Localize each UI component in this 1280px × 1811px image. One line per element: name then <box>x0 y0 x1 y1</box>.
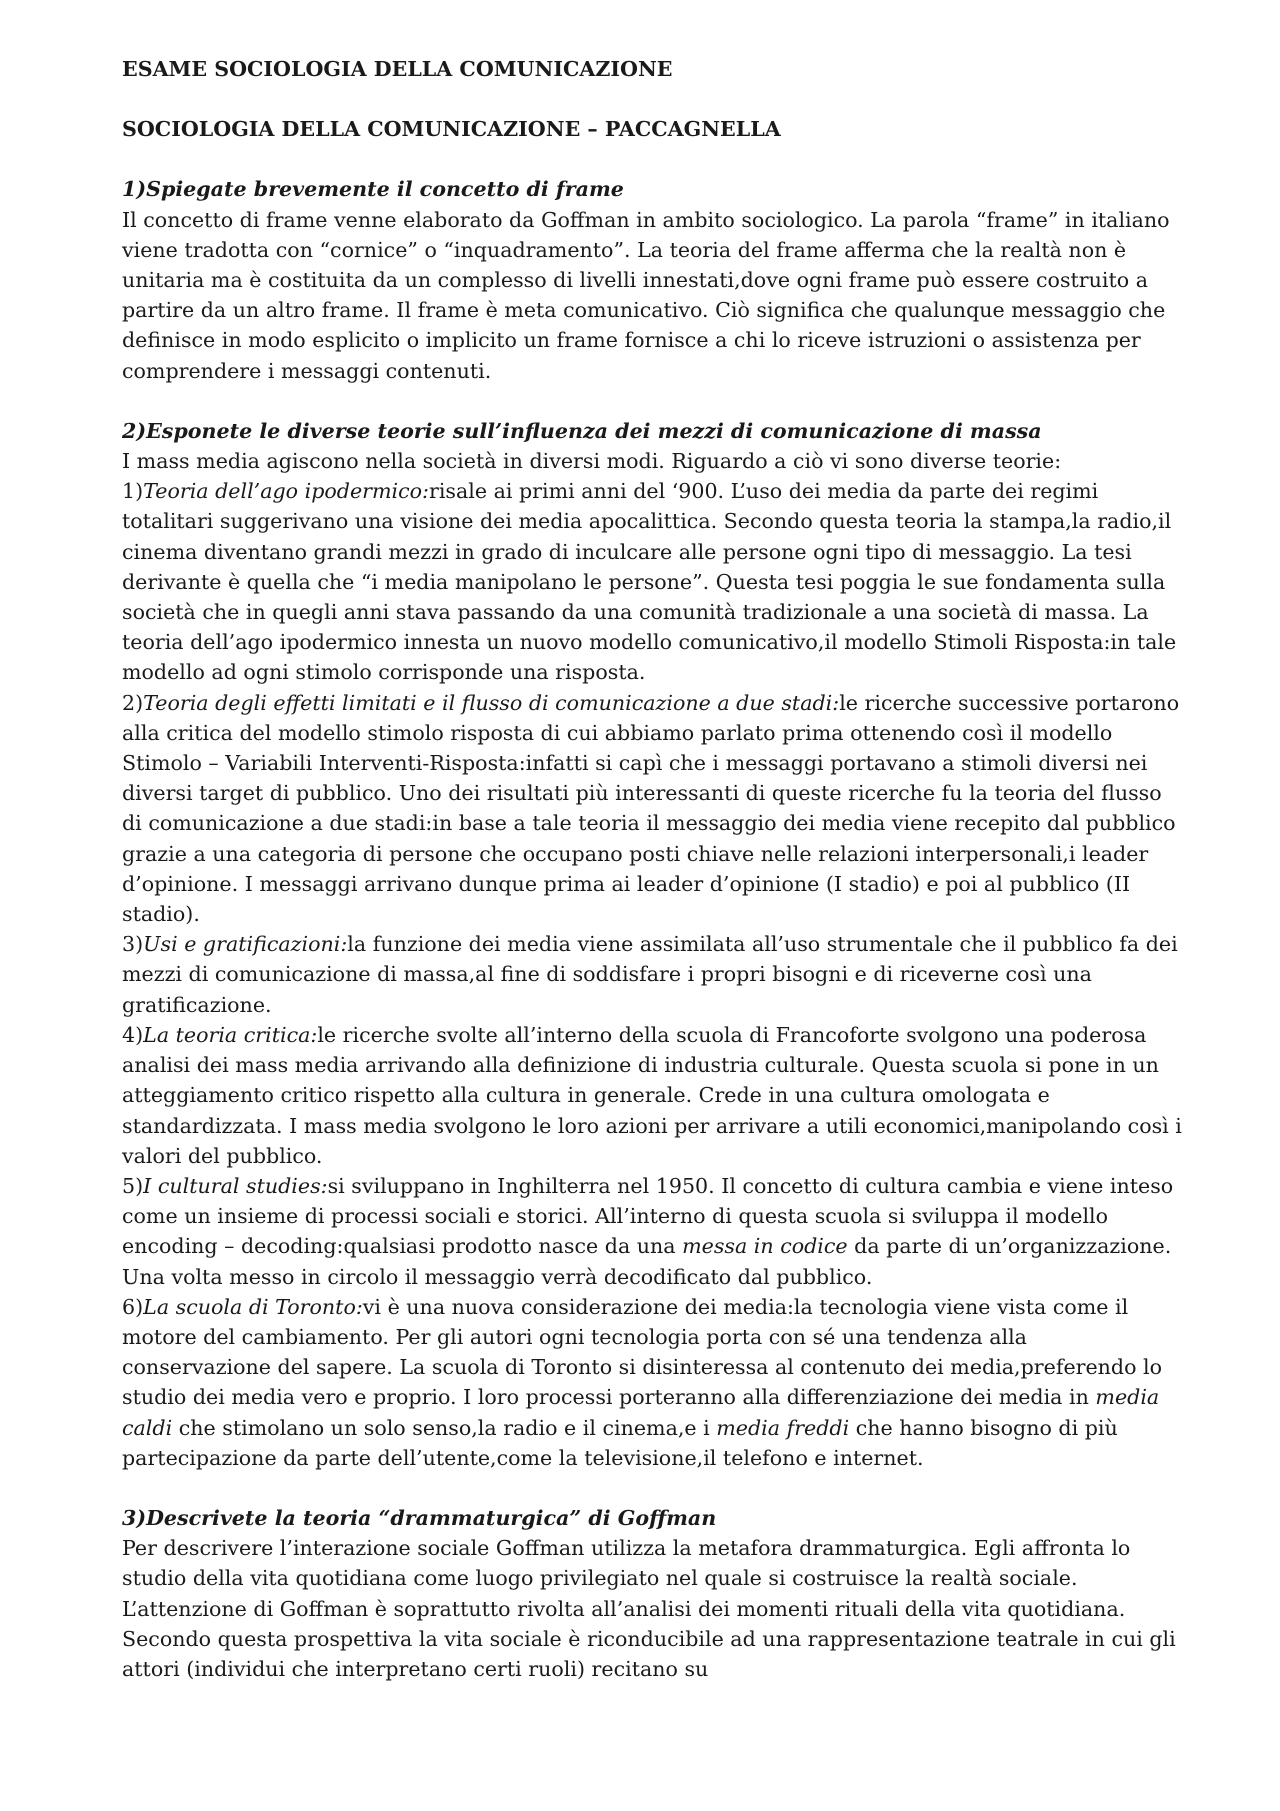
theory-emphasis: messa in codice <box>682 1234 848 1259</box>
theory-item <box>122 1020 1182 1171</box>
theory-item <box>122 929 1182 1020</box>
theory-text: le ricerche svolte all’interno della scuola di Francoforte svolgono una poderosa analisi dei mass media arrivando alla definizione di industria culturale. Questa scuola si pone in un atteggiamento critico rispetto alla cultura in generale. Crede in una cultura omologata e standardizzata. I mass media svolgono le loro azioni per arrivare a utili economici,manipolando così i valori del pubblico. <box>122 1022 1182 1168</box>
theory-number: 5) <box>122 1173 144 1198</box>
theory-text: che stimolano un solo senso,la radio e il cinema,e i <box>172 1415 717 1440</box>
theory-name: I cultural studies: <box>143 1173 328 1198</box>
question-3 <box>122 1503 1182 1684</box>
theory-text: la funzione dei media viene assimilata all’uso strumentale che il pubblico fa dei mezzi di comunicazione di massa,al fine di soddisfare i propri bisogni e di riceverne così una gratificazione. <box>122 932 1178 1017</box>
theory-emphasis: media freddi <box>716 1415 850 1440</box>
theory-item <box>122 1171 1182 1292</box>
theory-name: Teoria degli effetti limitati e il flusso di comunicazione a due stadi: <box>143 690 840 715</box>
theory-text: da parte di un’organizzazione. Una volta messo in circolo il messaggio verrà decodificato dal pubblico. <box>122 1234 1172 1289</box>
theory-number: 2) <box>122 690 144 715</box>
theory-name: La teoria critica: <box>143 1022 318 1047</box>
theory-text: risale ai primi anni del ‘900. L’uso dei media da parte dei regimi totalitari suggerivano una visione dei media apocalittica. Secondo questa teoria la stampa,la radio,il cinema diventano grandi mezzi in grado di inculcare alle persone ogni tipo di messaggio. La tesi derivante è quella che “i media manipolano le persone”. Questa tesi poggia le sue fondamenta sulla società che in quegli anni stava passando da una comunità tradizionale a una società di massa. La teoria dell’ago ipodermico innesta un nuovo modello comunicativo,il modello Stimoli Risposta:in tale modello ad ogni stimolo corrisponde una risposta. <box>122 479 1177 685</box>
question-3-title: 3)Descrivete la teoria “drammaturgica” di Goffman <box>122 1505 717 1530</box>
question-3-answer: Per descrivere l’interazione sociale Goffman utilizza la metafora drammaturgica. Egli affronta lo studio della vita quotidiana come luogo privilegiato nel quale si costruisce la realtà sociale. L’attenzione di Goffman è soprattutto rivolta all’analisi dei momenti rituali della vita quotidiana. Secondo questa prospettiva la vita sociale è riconducibile ad una rappresentazione teatrale in cui gli attori (individui che interpretano certi ruoli) recitano su <box>122 1536 1176 1681</box>
document-subtitle: SOCIOLOGIA DELLA COMUNICAZIONE – PACCAGNELLA <box>122 117 781 142</box>
question-2-title: 2)Esponete le diverse teorie sull’influenza dei mezzi di comunicazione di massa <box>122 418 1042 443</box>
question-2-intro: I mass media agiscono nella società in diversi modi. Riguardo a ciò vi sono diverse teorie: <box>122 449 1062 474</box>
theory-item <box>122 688 1182 930</box>
document-title: ESAME SOCIOLOGIA DELLA COMUNICAZIONE <box>122 57 673 81</box>
theory-name: Teoria dell’ago ipodermico: <box>143 479 429 504</box>
question-1-title: 1)Spiegate brevemente il concetto di frame <box>122 177 624 202</box>
question-2 <box>122 416 1182 1473</box>
theory-number: 6) <box>122 1294 144 1319</box>
theory-number: 1) <box>122 479 144 504</box>
question-1-answer: Il concetto di frame venne elaborato da Goffman in ambito sociologico. La parola “frame” in italiano viene tradotta con “cornice” o “inquadramento”. La teoria del frame afferma che la realtà non è unitaria ma è costituita da un complesso di livelli innestati,dove ogni frame può essere costruito a partire da un altro frame. Il frame è meta comunicativo. Ciò significa che qualunque messaggio che definisce in modo esplicito o implicito un frame fornisce a chi lo riceve istruzioni o assistenza per comprendere i messaggi contenuti. <box>122 207 1170 383</box>
theory-text: si sviluppano in Inghilterra nel 1950. Il concetto di cultura cambia e viene inteso come un insieme di processi sociali e storici. All’interno di questa scuola si sviluppa il modello encoding – decoding:qualsiasi prodotto nasce da una <box>122 1173 1174 1259</box>
theory-name: Usi e gratificazioni: <box>143 932 348 957</box>
theory-text: le ricerche successive portarono alla critica del modello stimolo risposta di cui abbiamo parlato prima ottenendo così il modello Stimolo – Variabili Interventi-Risposta:infatti si capì che i messaggi portavano a stimoli diversi nei diversi target di pubblico. Uno dei risultati più interessanti di queste ricerche fu la teoria del flusso di comunicazione a due stadi:in base a tale teoria il messaggio dei media viene recepito dal pubblico grazie a una categoria di persone che occupano posti chiave nelle relazioni interpersonali,i leader d’opinione. I messaggi arrivano dunque prima ai leader d’opinione (I stadio) e poi al pubblico (II stadio). <box>122 690 1180 927</box>
theory-text: che hanno bisogno di più partecipazione da parte dell’utente,come la televisione,il telefono e internet. <box>122 1415 1118 1470</box>
theory-number: 4) <box>122 1022 144 1047</box>
theory-item <box>122 1292 1182 1473</box>
theory-emphasis: media caldi <box>122 1385 1160 1440</box>
theory-text: vi è una nuova considerazione dei media:la tecnologia viene vista come il motore del cambiamento. Per gli autori ogni tecnologia porta con sé una tendenza alla conservazione del sapere. La scuola di Toronto si disinteressa al contenuto dei media,preferendo lo studio dei media vero e proprio. I loro processi porteranno alla differenziazione dei media in <box>122 1294 1163 1410</box>
theory-name: La scuola di Toronto: <box>143 1294 363 1319</box>
theory-item <box>122 476 1182 687</box>
document-page <box>122 54 1182 1684</box>
question-1 <box>122 174 1182 385</box>
theory-number: 3) <box>122 932 144 957</box>
